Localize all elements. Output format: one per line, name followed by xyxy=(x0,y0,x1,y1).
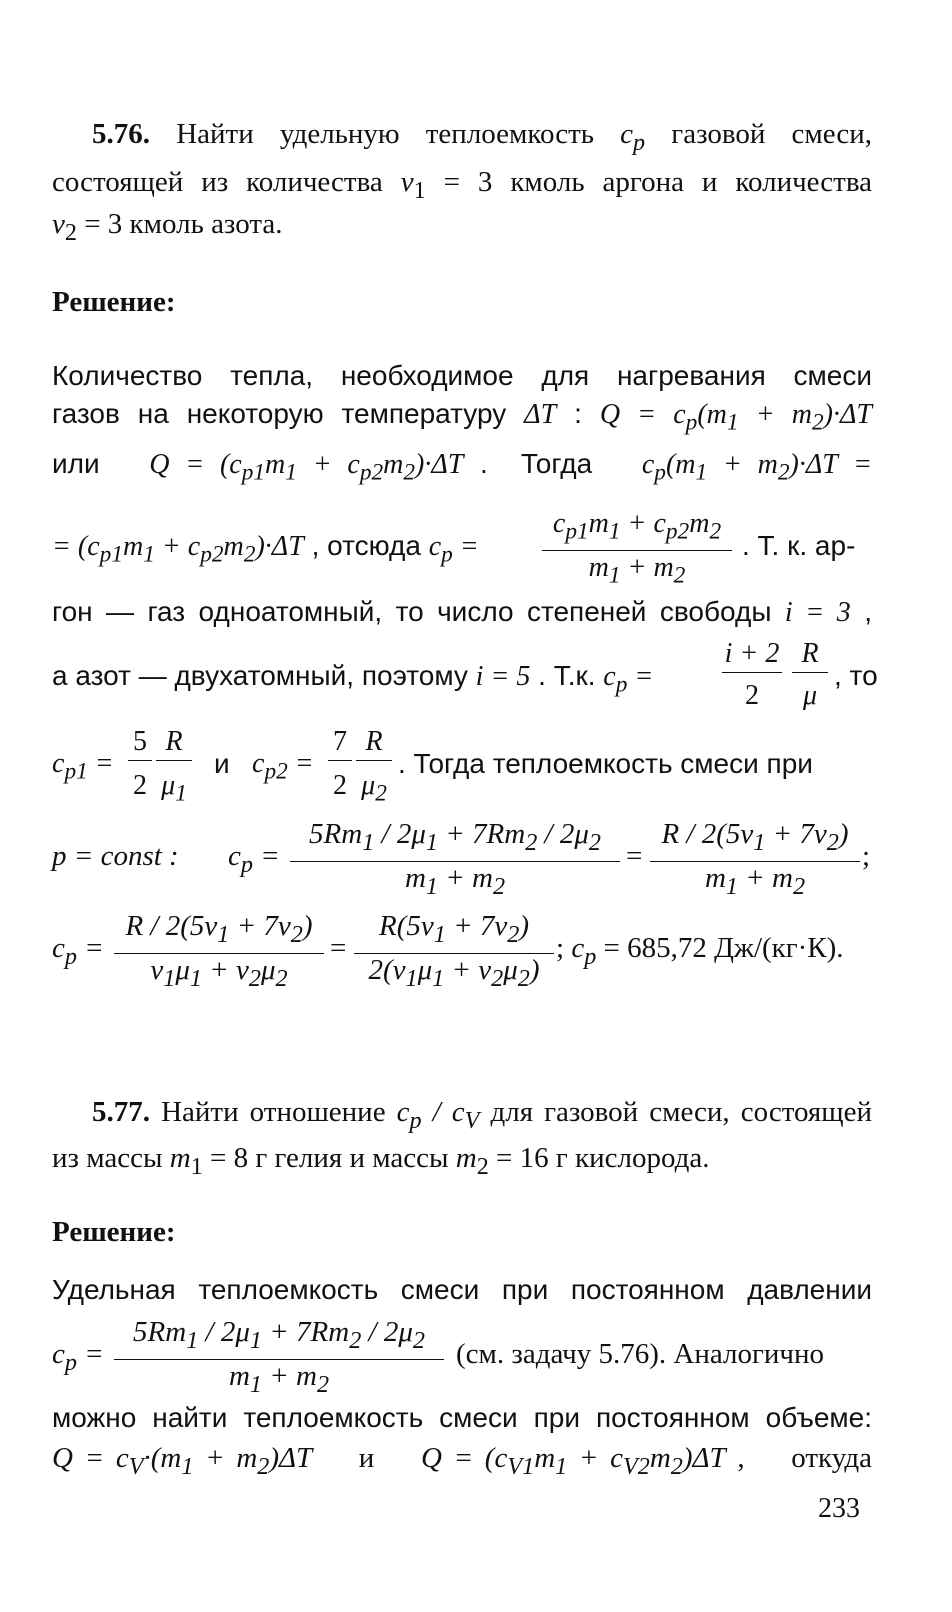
problem-576-text-1: Найти удельную теплоемкость $c_p$ газовой смеси, xyxy=(176,118,873,156)
problem-576-line-1 xyxy=(92,116,872,161)
problem-577-line-2: из массы $m_1 = 8$ г гелия и массы $m_2 = 16$ г кислорода. xyxy=(52,1142,710,1180)
solution-576-line-3: или $Q = (c_{p1}m_1 + c_{p2}m_2)\cdot\Delta T$ . Тогда $c_p(m_1 + m_2)\cdot\Delta T$ = xyxy=(52,448,873,486)
solution-576-heading: Решение: xyxy=(52,286,176,318)
problem-576-line-2: состоящей из количества $\nu_1 = 3$ кмоль аргона и количества xyxy=(52,166,872,204)
problem-577-line-1 xyxy=(92,1094,872,1139)
solution-576-line-4: = $(c_{p1}m_1 + c_{p2}m_2)\cdot\Delta T$ , отсюда $c_p$ = $c_{p1}m_1 + c_{p2}m_2$ $m_1 + m_2$ . Т. к. ар- xyxy=(52,508,856,589)
solution-577-line-1: Удельная теплоемкость смеси при постоянном давлении xyxy=(52,1274,872,1305)
solution-576-line-5: гон — газ одноатомный, то число степеней свободы i = 3 , xyxy=(52,596,872,628)
problem-577-text-1: Найти отношение $c_p / c_V$ для газовой смеси, состоящей xyxy=(161,1096,872,1134)
problem-576-number: 5.76. xyxy=(92,118,150,150)
solution-577-heading: Решение: xyxy=(52,1216,176,1248)
solution-576-line-2: газов на некоторую температуру ΔT : $Q = c_p(m_1 + m_2)\cdot\Delta T$ xyxy=(52,398,872,436)
solution-576-line-7: $c_{p1}$ = 5 2 R $\mu_1$ и $c_{p2}$ = 7 2 R $\mu_2$ . Тогда теплоемкость смеси при xyxy=(52,726,813,807)
solution-577-line-2: $c_p$ = $5Rm_1 / 2\mu_1 + 7Rm_2 / 2\mu_2$ $m_1 + m_2$ (см. задачу 5.76). Аналогично xyxy=(52,1316,824,1398)
solution-576-line-9: $c_p$ = $R / 2(5\nu_1 + 7\nu_2)$ $\nu_1\mu_1 + \nu_2\mu_2$ = $R(5\nu_1 + 7\nu_2)$ $2(\nu_1\mu_1 + \nu_2\mu_2)$ ; $c_p = 685,72$ Дж/(кг·К). xyxy=(52,910,844,992)
problem-576-line-3: $\nu_2 = 3$ кмоль азота. xyxy=(52,208,283,246)
solution-576-line-1: Количество тепла, необходимое для нагревания смеси xyxy=(52,360,872,391)
solution-577-line-4: $Q = c_V\cdot(m_1 + m_2)\Delta T$ и $Q = (c_{V1}m_1 + c_{V2}m_2)\Delta T$ , откуда xyxy=(52,1442,872,1480)
solution-576-line-8: p = const : $c_p$ = $5Rm_1 / 2\mu_1 + 7Rm_2 / 2\mu_2$ $m_1 + m_2$ = $R / 2(5\nu_1 + 7\nu_2)$ $m_1 + m_2$ ; xyxy=(52,818,871,900)
solution-576-line-6: а азот — двухатомный, поэтому i = 5 . Т.к. $c_p$ = i + 2 2 R μ , то xyxy=(52,638,878,711)
solution-577-line-3: можно найти теплоемкость смеси при постоянном объеме: xyxy=(52,1402,872,1433)
problem-577-number: 5.77. xyxy=(92,1096,150,1128)
page-number: 233 xyxy=(818,1493,860,1524)
